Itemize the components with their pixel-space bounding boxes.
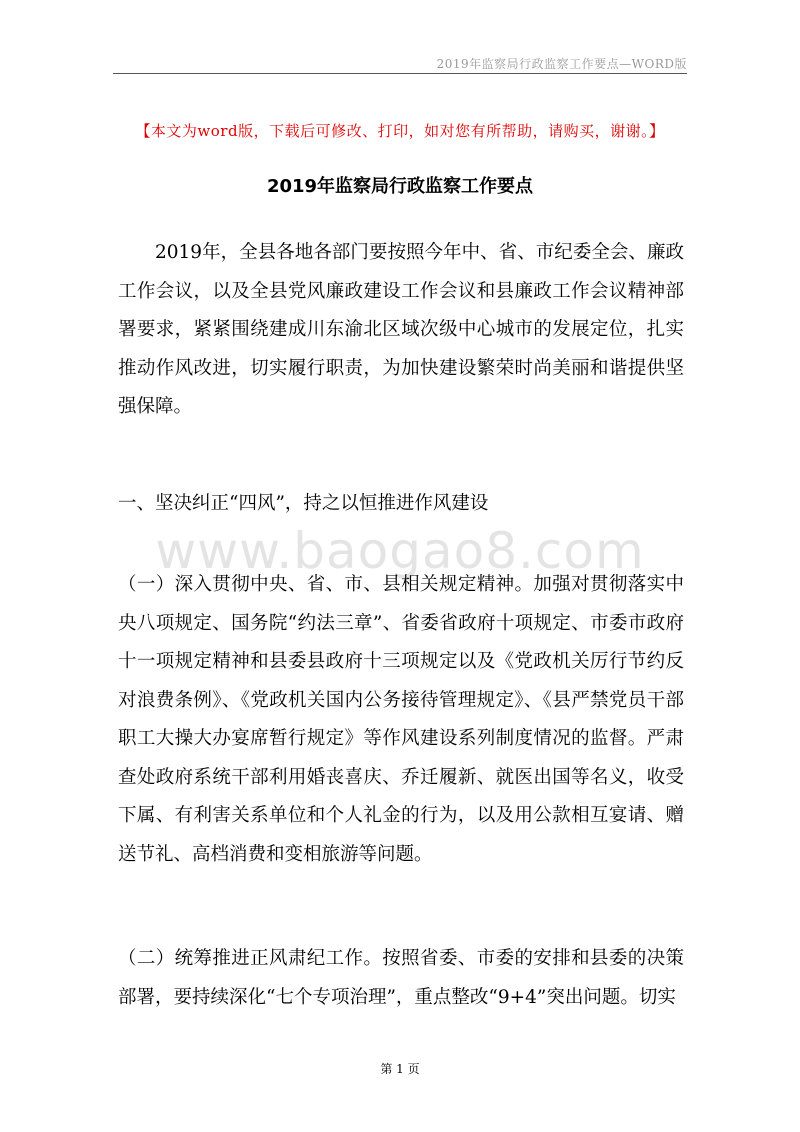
page-number: 第 1 页 xyxy=(380,1062,420,1076)
body-paragraph-1: （一）深入贯彻中央、省、市、县相关规定精神。加强对贯彻落实中央八项规定、国务院“约法三章”、省委省政府十项规定、市委市政府十一项规定精神和县委县政府十三项规定以及《党政机关厉行节约反对浪费条例》、《党政机关国内公务接待管理规定》、《县严禁党员干部职工大操大办宴席暂行规定》等作风建设系列制度情况的监督。严肃查处政府系统干部利用婚丧喜庆、乔迁履新、就医出国等名义，收受下属、有利害关系单位和个人礼金的行为，以及用公款相互宴请、赠送节礼、高档消费和变相旅游等问题。 xyxy=(118,574,684,865)
watermark: www.baogao8.com xyxy=(155,522,645,580)
purchase-notice: 【本文为word版，下载后可修改、打印，如对您有所帮助，请购买，谢谢。】 xyxy=(135,122,665,140)
header-divider xyxy=(113,73,687,74)
running-header: 2019年监察局行政监察工作要点—WORD版 xyxy=(436,57,687,71)
document-title: 2019年监察局行政监察工作要点 xyxy=(266,176,534,197)
body-paragraph-2: （二）统筹推进正风肃纪工作。按照省委、市委的安排和县委的决策部署，要持续深化“七个专项治理”，重点整改“9+4”突出问题。切实 xyxy=(118,948,684,1008)
intro-paragraph: 2019年，全县各地各部门要按照今年中、省、市纪委全会、廉政工作会议，以及全县党风廉政建设工作会议和县廉政工作会议精神部署要求，紧紧围绕建成川东渝北区域次级中心城市的发展定位，扎实推动作风改进，切实履行职责，为加快建设繁荣时尚美丽和谐提供坚强保障。 xyxy=(118,242,684,417)
section-heading: 一、坚决纠正“四风”，持之以恒推进作风建设 xyxy=(118,493,489,514)
